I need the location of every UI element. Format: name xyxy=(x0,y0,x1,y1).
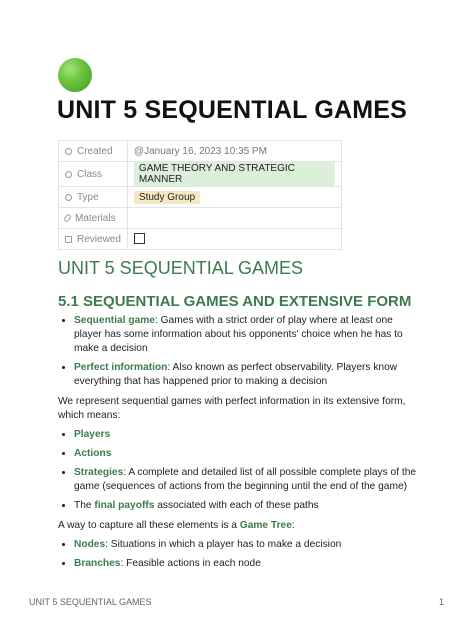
property-row-class xyxy=(59,162,342,187)
list-item: • Actions xyxy=(74,447,418,461)
property-value-created[interactable]: @January 16, 2023 10:35 PM xyxy=(127,141,341,162)
subsection-heading: 5.1 SEQUENTIAL GAMES AND EXTENSIVE FORM xyxy=(58,293,412,310)
list-item: • Sequential game: Games with a strict order of play where at least one player has some information about his opponents' choice when he has to make a decision xyxy=(74,314,418,356)
list-item: • The final payoffs associated with each of these paths xyxy=(74,499,418,513)
checkbox-property-icon xyxy=(65,236,72,243)
list-item: • Players xyxy=(74,428,418,442)
property-row-reviewed xyxy=(59,229,342,250)
document-body xyxy=(58,314,418,576)
paperclip-icon xyxy=(63,213,72,222)
bullet-list xyxy=(58,314,418,389)
properties-table xyxy=(58,140,342,250)
paragraph: We represent sequential games with perfect information in its extensive form, which means: xyxy=(58,396,406,421)
property-row-materials xyxy=(59,208,342,229)
reviewed-checkbox[interactable] xyxy=(134,233,145,244)
footer-title: UNIT 5 SEQUENTIAL GAMES xyxy=(29,597,152,607)
paragraph: A way to capture all these elements is a Game Tree: xyxy=(58,520,295,531)
list-item: • Branches: Feasible actions in each node xyxy=(74,557,418,571)
page-number: 1 xyxy=(438,597,444,607)
bullet-list xyxy=(58,538,418,571)
property-key: Class xyxy=(77,168,103,180)
green-circle-icon xyxy=(58,58,92,92)
property-row-created xyxy=(59,141,342,162)
type-tag[interactable]: Study Group xyxy=(134,191,200,204)
list-item: • Nodes: Situations in which a player has to make a decision xyxy=(74,538,418,552)
property-row-type xyxy=(59,187,342,208)
property-key: Created xyxy=(77,145,113,157)
class-tag[interactable]: GAME THEORY AND STRATEGIC MANNER xyxy=(134,162,335,186)
select-icon xyxy=(65,194,72,201)
list-item: • Perfect information: Also known as perfect observability. Players know everything that has happened prior to making a decision xyxy=(74,361,418,389)
property-value-materials[interactable] xyxy=(127,208,341,229)
property-key: Materials xyxy=(75,212,116,224)
list-item: • Strategies: A complete and detailed list of all possible complete plays of the game (sequences of actions from the beginning until the end of the game) xyxy=(74,466,418,494)
select-icon xyxy=(65,171,72,178)
page-title: UNIT 5 SEQUENTIAL GAMES xyxy=(57,96,408,124)
clock-icon xyxy=(65,148,72,155)
property-key: Type xyxy=(77,191,99,203)
bullet-list xyxy=(58,428,418,513)
property-key: Reviewed xyxy=(77,233,121,245)
section-heading: UNIT 5 SEQUENTIAL GAMES xyxy=(58,258,304,278)
